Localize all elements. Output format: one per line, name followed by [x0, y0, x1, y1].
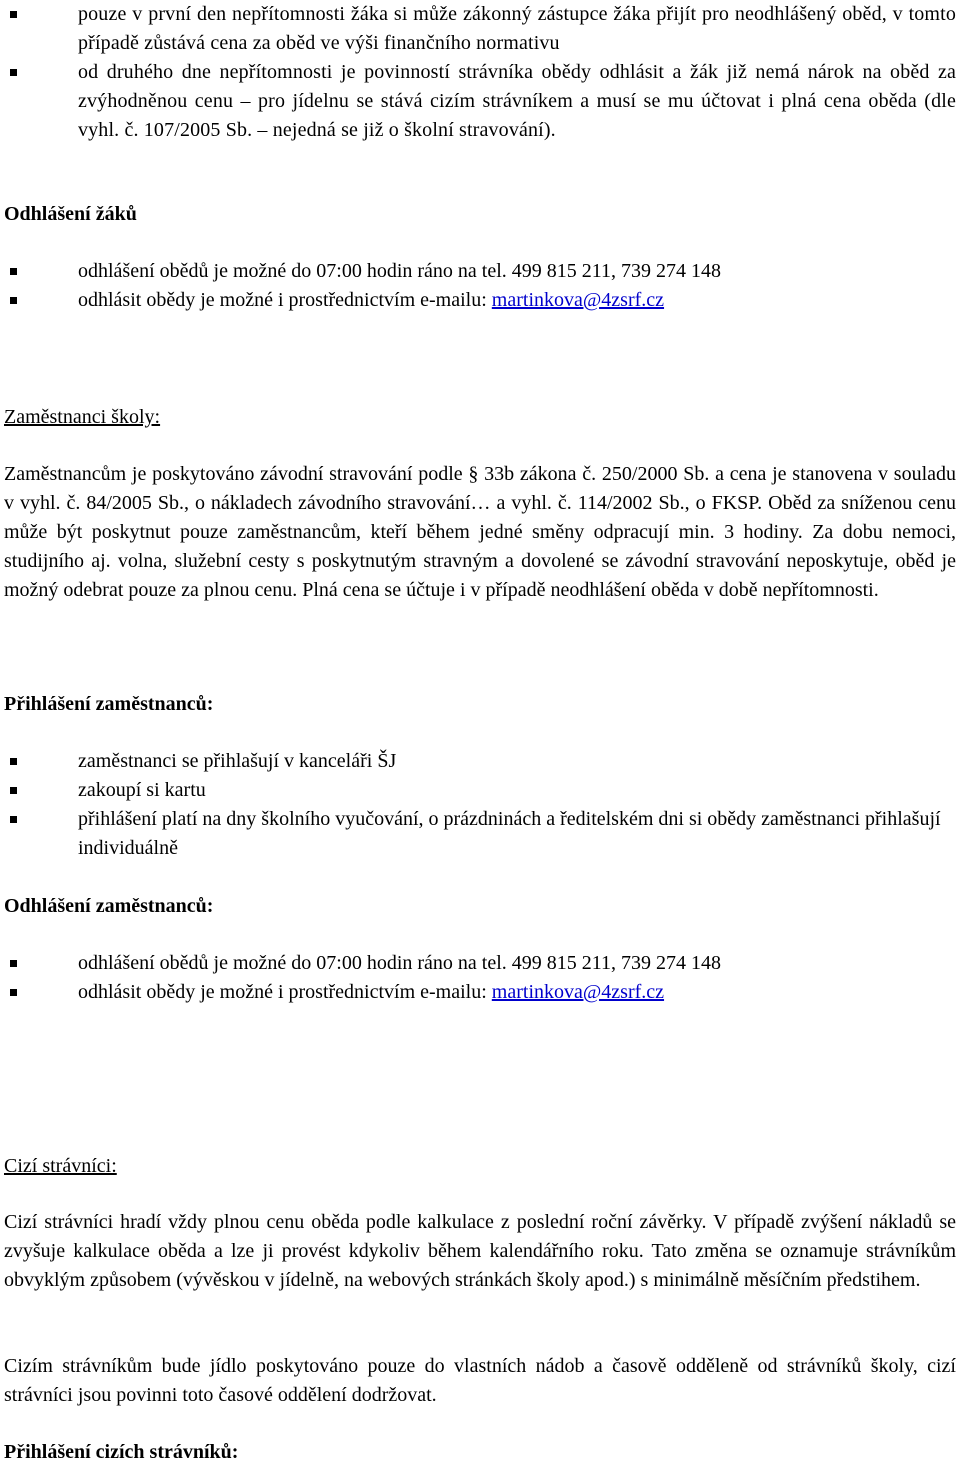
list-item-text: odhlášení obědů je možné do 07:00 hodin ráno na tel. 499 815 211, 739 274 148	[78, 952, 722, 974]
bullet-icon	[10, 69, 17, 76]
bullet-icon	[10, 758, 17, 765]
bullet-icon	[10, 816, 17, 823]
bullet-icon	[10, 989, 17, 996]
bullet-icon	[10, 11, 17, 18]
bullet-icon	[10, 268, 17, 275]
list-item-text: přihlášení platí na dny školního vyučování, o prázdninách a ředitelském dni si obědy zaměstnanci přihlašují individuálně	[78, 808, 941, 859]
cizi-stravnici-paragraph-1: Cizí strávníci hradí vždy plnou cenu oběda podle kalkulace z poslední roční závěrky. V případě zvýšení nákladů se zvyšuje kalkulace oběda a lze ji provést kdykoliv během kalendářního roku. Tato změna se oznamuje strávníkům obvyklým způsobem (vývěskou v jídelně, na webových stránkách školy apod.) s minimálně měsíčním předstihem.	[4, 1211, 956, 1291]
bullet-icon	[10, 297, 17, 304]
zamestnanci-paragraph: Zaměstnancům je poskytováno závodní stravování podle § 33b zákona č. 250/2000 Sb. a cena je stanovena v souladu v vyhl. č. 84/2005 Sb., o nákladech závodního stravování… a vyhl. č. 114/2002 Sb., o FKSP. Oběd za sníženou cenu může být poskytnut pouze zaměstnancům, kteří během jedné směny odpracují min. 3 hodiny. Za dobu nemoci, studijního aj. volna, služební cesty s poskytnutým stravným a dovolené se závodní stravování neposkytuje, oběd je možný odebrat pouze za plnou cenu. Plná cena se účtuje i v případě neodhlášení oběda v době nepřítomnosti.	[4, 463, 956, 601]
intro-bullet-text: pouze v první den nepřítomnosti žáka si může zákonný zástupce žáka přijít pro neodhlášený oběd, v tomto případě zůstává cena za oběd ve výši finančního normativu	[78, 3, 956, 54]
section-heading-cizi-stravnici: Cizí strávníci:	[4, 1155, 117, 1177]
list-item-text: zaměstnanci se přihlašují v kanceláři ŠJ	[78, 750, 397, 772]
list-item-text: odhlášení obědů je možné do 07:00 hodin ráno na tel. 499 815 211, 739 274 148	[78, 260, 722, 282]
bullet-icon	[10, 960, 17, 967]
section-heading-odhlaseni-zaku: Odhlášení žáků	[4, 203, 137, 225]
email-link[interactable]: martinkova@4zsrf.cz	[491, 289, 665, 311]
email-prefix: odhlásit obědy je možné i prostřednictvím e-mailu:	[78, 981, 492, 1003]
list-item-text	[78, 286, 956, 315]
list-item-text: zakoupí si kartu	[78, 779, 206, 801]
section-heading-prihlaseni-cizich: Přihlášení cizích strávníků:	[4, 1441, 239, 1463]
list-item-text	[78, 978, 956, 1007]
section-heading-zamestnanci: Zaměstnanci školy:	[4, 406, 161, 428]
email-link[interactable]: martinkova@4zsrf.cz	[491, 981, 665, 1003]
section-heading-odhlaseni-zamestnancu: Odhlášení zaměstnanců:	[4, 895, 214, 917]
bullet-icon	[10, 787, 17, 794]
email-prefix: odhlásit obědy je možné i prostřednictvím e-mailu:	[78, 289, 492, 311]
cizi-stravnici-paragraph-2: Cizím strávníkům bude jídlo poskytováno pouze do vlastních nádob a časově odděleně od strávníků školy, cizí strávníci jsou povinni toto časové oddělení dodržovat.	[4, 1355, 956, 1406]
section-heading-prihlaseni-zamestnancu: Přihlášení zaměstnanců:	[4, 693, 214, 715]
intro-bullet-text: od druhého dne nepřítomnosti je povinností strávníka obědy odhlásit a žák již nemá nárok na oběd za zvýhodněnou cenu – pro jídelnu se stává cizím strávníkem a musí se mu účtovat i plná cena oběda (dle vyhl. č. 107/2005 Sb. – nejedná se již o školní stravování).	[78, 61, 956, 141]
